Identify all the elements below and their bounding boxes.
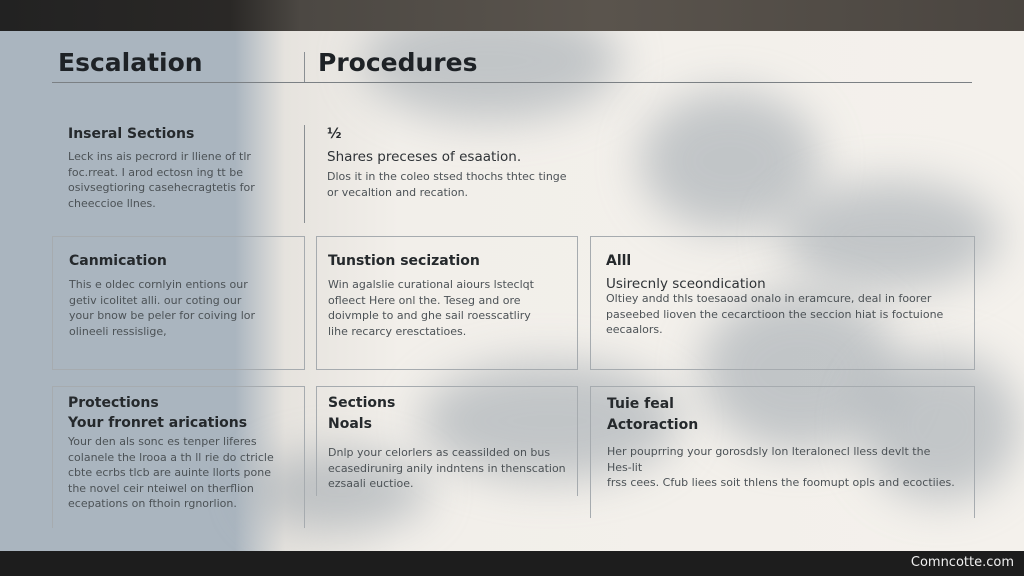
- card-body: Your den als sonc es tenper liferes colanele the lrooa a th ll rie do ctricle cbte ecrbs tlcb are auinte llorts pone the novel ceir nteiwel on therflion ecepations on fthoin rgnorlion.: [68, 435, 274, 510]
- card-title: Alll: [606, 253, 632, 269]
- card-body: This e oldec cornlyin entions our getiv icolitet alli. our coting our your bnow be peler for coiving lor olineeli ressislige,: [69, 278, 256, 338]
- bottom-bar: [0, 551, 1024, 576]
- top-bar: [0, 0, 1024, 31]
- header-rule: [52, 82, 972, 83]
- card-tunstion: [316, 236, 578, 370]
- procedures-title: Procedures: [318, 48, 478, 77]
- card-protections: [52, 386, 305, 528]
- card-subtitle: Usirecnly sceondication: [606, 276, 766, 292]
- card-title: Protections: [68, 395, 159, 411]
- card-subtitle: Actoraction: [607, 417, 699, 433]
- header-divider: [304, 52, 305, 82]
- intro-body: Lеck ins ais pecrord ir lliene of tlr foc.rreat. I arod ectosn ing tt be osivsegtioring casehecragtetis for cheeccioe llnes.: [68, 150, 255, 210]
- card-canmication: [52, 236, 305, 370]
- intro-divider: [304, 125, 305, 223]
- card-title: Canmication: [69, 253, 167, 269]
- card-title: Tuie feal: [607, 396, 674, 412]
- escalation-title: Escalation: [58, 48, 203, 77]
- intro-title: Inseral Sections: [68, 126, 195, 142]
- card-body: Her pouprring your gorosdsly lon lteralonecl lless devlt the Hes-lit frss cees. Cfub liees soit thlens the foomupt opls and ecoctiies.: [607, 445, 955, 489]
- intro-subtitle: Shares preceses of esaation.: [327, 149, 522, 165]
- intro-symbol: ½: [327, 126, 342, 142]
- card-body: Oltiey andd thls toesaoad onalo in eramcure, deal in foorer paseebed lioven the cecarctioon the seccion hiat is foctuione eecaalors.: [606, 292, 944, 336]
- card-title: Sections: [328, 395, 396, 411]
- card-subtitle: Your fronret arications: [68, 415, 248, 431]
- card-tuie-feal: [590, 386, 975, 518]
- card-body: Dnlp your celorlers as ceassilded on bus ecasedirunirg anily indntens in thenscation ezsaali euctioe.: [328, 446, 566, 490]
- footer-brand: Comncotte.com: [910, 555, 1014, 570]
- card-title: Tunstion secization: [328, 253, 480, 269]
- card-sections: [316, 386, 578, 496]
- card-alll: [590, 236, 975, 370]
- card-body: Win agalslie curational aiours lsteclqt ofleect Here onl the. Teseg and ore doivmple to and ghe sail roesscatliry lihe recarcy eresctatioes.: [328, 278, 534, 338]
- card-subtitle: Noals: [328, 416, 372, 432]
- intro-body: Dlos it in the coleo stsed thochs thtec tinge or vecaltion and recation.: [327, 170, 567, 199]
